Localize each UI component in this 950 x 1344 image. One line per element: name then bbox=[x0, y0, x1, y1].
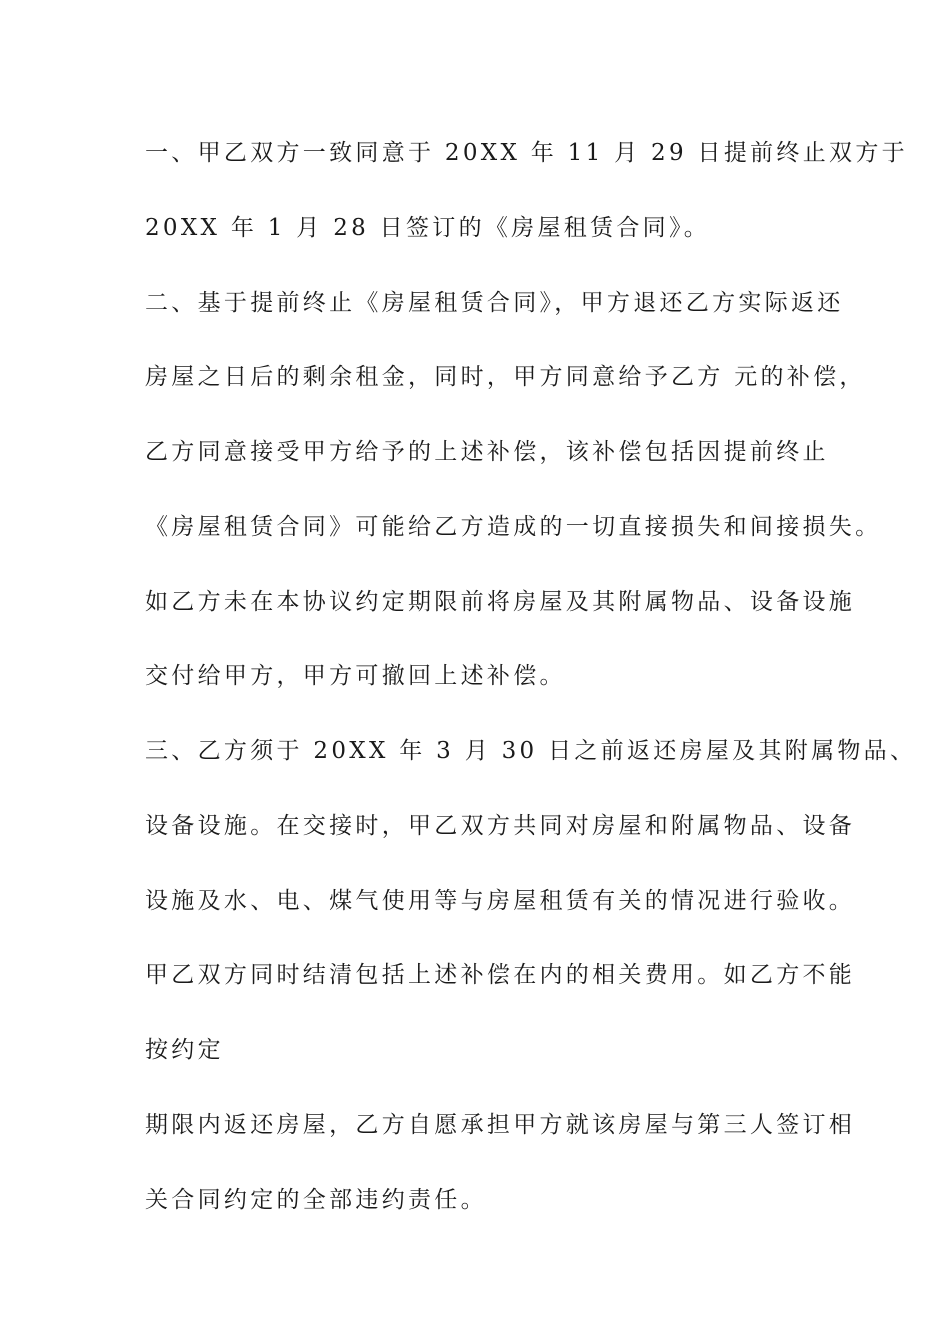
clause-2-line-2: 房屋之日后的剩余租金，同时，甲方同意给予乙方 元的补偿， bbox=[145, 364, 866, 390]
clause-3-line-3: 设施及水、电、煤气使用等与房屋租赁有关的情况进行验收。 bbox=[145, 888, 856, 914]
clause-2-line-6: 交付给甲方，甲方可撤回上述补偿。 bbox=[145, 663, 566, 689]
clause-1-line-2: 20XX 年 1 月 28 日签订的《房屋租赁合同》。 bbox=[145, 215, 711, 241]
clause-3-line-7: 关合同约定的全部违约责任。 bbox=[145, 1187, 487, 1213]
clause-2-line-1: 二、基于提前终止《房屋租赁合同》，甲方退还乙方实际返还 bbox=[145, 290, 844, 316]
clause-3-line-1: 三、乙方须于 20XX 年 3 月 30 日之前返还房屋及其附属物品、 bbox=[145, 738, 917, 764]
clause-1-line-1: 一、甲乙双方一致同意于 20XX 年 11 月 29 日提前终止双方于 bbox=[145, 140, 908, 166]
clause-2-line-5: 如乙方未在本协议约定期限前将房屋及其附属物品、设备设施 bbox=[145, 589, 856, 615]
clause-3-line-4: 甲乙双方同时结清包括上述补偿在内的相关费用。如乙方不能 bbox=[145, 962, 856, 988]
clause-2-line-3: 乙方同意接受甲方给予的上述补偿，该补偿包括因提前终止 bbox=[145, 439, 829, 465]
clause-3-line-6: 期限内返还房屋，乙方自愿承担甲方就该房屋与第三人签订相 bbox=[145, 1112, 856, 1138]
clause-3-line-2: 设备设施。在交接时，甲乙双方共同对房屋和附属物品、设备 bbox=[145, 813, 856, 839]
clause-2-line-4: 《房屋租赁合同》可能给乙方造成的一切直接损失和间接损失。 bbox=[145, 514, 882, 540]
clause-3-line-5: 按约定 bbox=[145, 1037, 224, 1063]
